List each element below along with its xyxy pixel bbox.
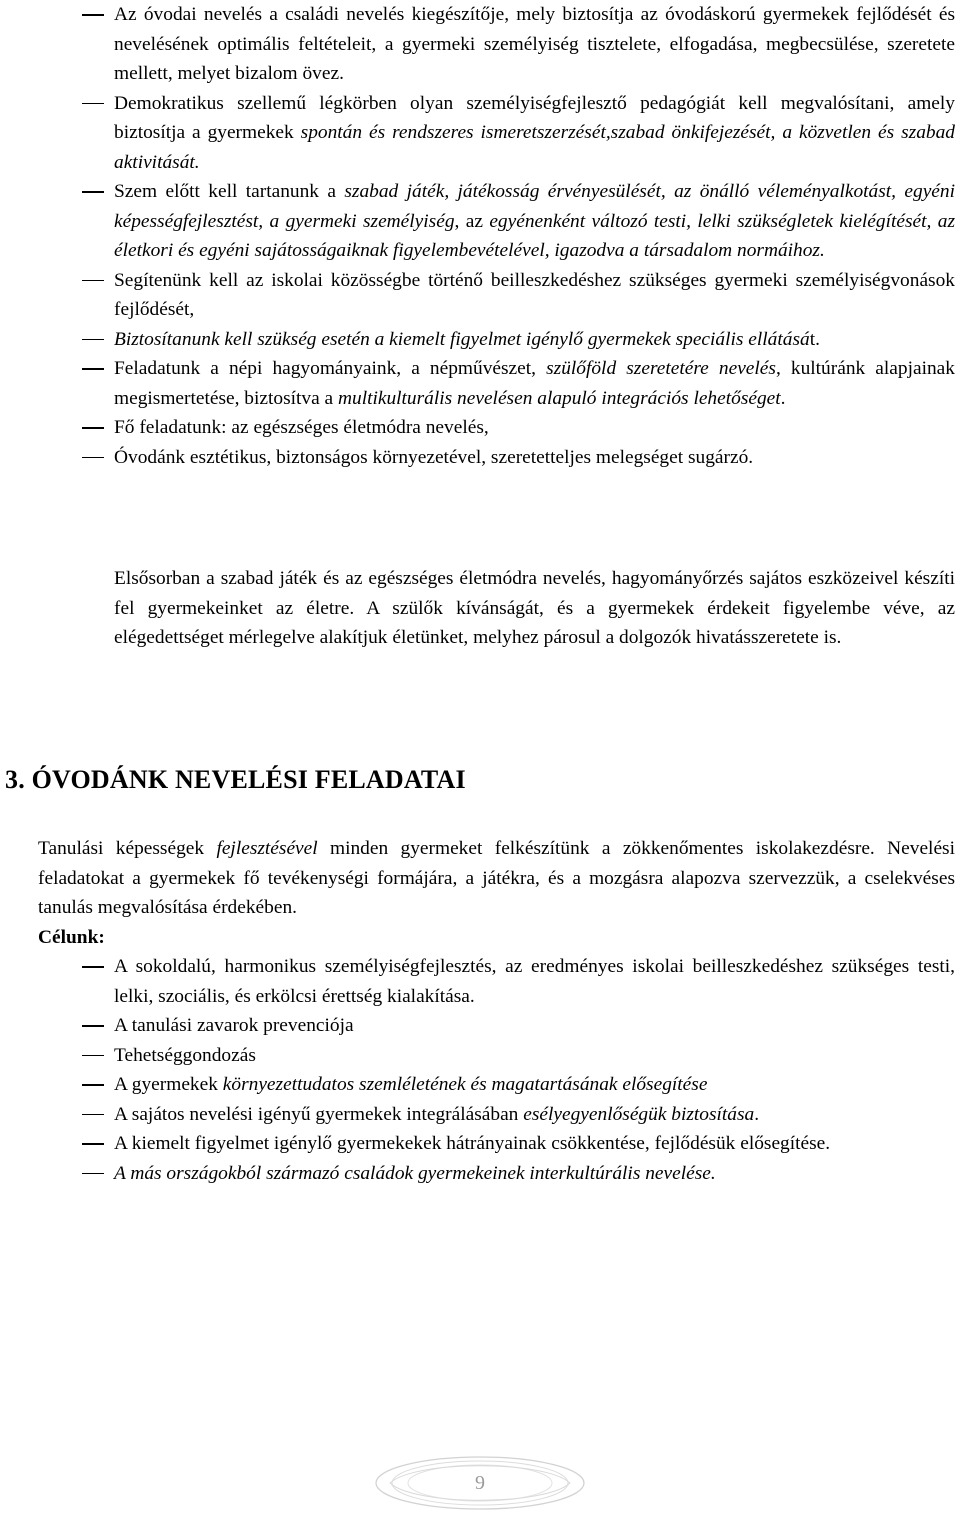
text-run: Az óvodai nevelés a családi nevelés kiegészítője, mely biztosítja az óvodáskorú gyermekek fejlődését és nevelésének optimális feltételeit, a gyermeki személyiség tisztelete, elfogadása, megbecsülése, szeretete mellett, melyet bizalom övez. [114, 4, 955, 84]
text-run: , az [454, 210, 490, 232]
list-item-text [114, 1011, 955, 1041]
text-run: Tanulási képességek [38, 838, 217, 859]
text-run: Demokratikus szellemű légkörben olyan személyiségfejlesztő pedagógiát kell megvalósítani, amely biztosítja a gyermekek [114, 92, 955, 143]
italic-text: A más országokból származó családok gyermekeinek interkultúrális nevelése. [114, 1162, 716, 1184]
list-item [0, 354, 960, 413]
text-run: . [780, 387, 786, 409]
italic-text: esélyegyenlőségük biztosítása [523, 1103, 755, 1125]
text-run: t. [809, 328, 820, 350]
italic-text: spontán és rendszeres ismeretszerzését,szabad önkifejezését, a közvetlen és szabad aktivitását. [114, 122, 955, 173]
dash-bullet-icon [82, 1055, 104, 1057]
dash-bullet-icon [82, 457, 104, 459]
text-run: Segítenünk kell az iskolai közösségbe történő beilleszkedéshez szükséges gyermeki személyiségvonások fejlődését, [114, 269, 955, 320]
text-run: minden gyermeket felkészítünk a zökkenőmentes iskolakezdésre. Nevelési feladatokat a gyermekek fő tevékenységi formájára, a játékra, és a mozgásra alapozva szervezzük, a cselekvéses tanulás megvalósítása érdekében. [38, 838, 955, 918]
list-item-text [114, 1129, 955, 1159]
dash-bullet-icon [82, 1114, 104, 1116]
list-item-text [114, 177, 955, 266]
italic-text: multikulturális nevelésen alapuló integrációs lehetőséget [338, 387, 781, 409]
list-item-text [114, 0, 955, 89]
dash-bullet-icon [82, 14, 104, 16]
dash-bullet-icon [82, 280, 104, 282]
list-item [0, 0, 960, 89]
list-item [0, 1159, 960, 1189]
italic-text: egyénenként változó testi, lelki szükségletek kielégítését, az életkori és egyéni sajátosságaiknak figyelembevételével, igazodva a társadalom normáihoz. [114, 210, 955, 261]
list-item-text [114, 1041, 955, 1071]
list-item-text [114, 89, 955, 178]
dash-bullet-icon [82, 1025, 104, 1027]
text-run: Óvodánk esztétikus, biztonságos környezetével, szeretetteljes melegséget sugárzó. [114, 446, 754, 468]
list-item [0, 89, 960, 178]
intro-paragraph [38, 834, 955, 923]
page-number-badge [370, 1452, 590, 1514]
dash-bullet-icon [82, 1084, 104, 1086]
list-item-text [114, 1100, 955, 1130]
task-list-upper [0, 0, 960, 472]
text-run: Feladatunk a népi hagyományaink, a népművészet, [114, 358, 547, 379]
text-run: Fő feladatunk: az egészséges életmódra nevelés, [114, 417, 489, 438]
list-item [0, 1129, 960, 1159]
list-item [0, 443, 960, 473]
dash-bullet-icon [82, 103, 104, 105]
italic-text: szülőföld szeretetére nevelés [546, 358, 776, 379]
dash-bullet-icon [82, 427, 104, 429]
list-item [0, 413, 960, 443]
list-item [0, 1041, 960, 1071]
list-item [0, 1070, 960, 1100]
list-item-text [114, 266, 955, 325]
list-item [0, 177, 960, 266]
list-item [0, 952, 960, 1011]
text-run: A kiemelt figyelmet igénylő gyermekekek hátrányainak csökkentése, fejlődésük elősegítése. [114, 1133, 831, 1154]
text-run: Tehetséggondozás [114, 1044, 256, 1066]
dash-bullet-icon [82, 966, 104, 968]
italic-text: szabad játék, játékosság érvényesülését, az önálló véleményalkotást, egyéni képességfejlesztést, a gyermeki személyiség [114, 181, 955, 232]
italic-text: fejlesztésével [216, 838, 318, 859]
section-heading: 3. ÓVODÁNK NEVELÉSI FELADATAI [5, 765, 466, 794]
text-run: A tanulási zavarok prevenciója [114, 1015, 354, 1036]
closing-paragraph: Elsősorban a szabad játék és az egészséges életmódra nevelés, hagyományőrzés sajátos eszközeivel készíti fel gyermekeinket az életre. A szülők kívánságát, és a gyermekek érdekeit figyelembe véve, az elégedettséget mérlegelve alakítjuk életünket, melyhez párosul a dolgozók hivatásszeretete is. [114, 568, 955, 648]
list-item [0, 1011, 960, 1041]
italic-text: környezettudatos szemléletének és magatartásának elősegítése [222, 1074, 708, 1095]
list-item-text [114, 443, 955, 473]
list-item [0, 266, 960, 325]
list-item-text [114, 413, 955, 443]
list-item-text [114, 1070, 955, 1100]
dash-bullet-icon [82, 368, 104, 370]
list-item-text [114, 952, 955, 1011]
list-item-text [114, 354, 955, 413]
list-item-text [114, 325, 955, 355]
text-run: . [754, 1103, 760, 1125]
list-item [0, 1100, 960, 1130]
text-run: Szem előtt kell tartanunk a [114, 181, 345, 202]
dash-bullet-icon [82, 1173, 104, 1175]
goals-label: Célunk: [38, 927, 105, 948]
list-item-text [114, 1159, 955, 1189]
dash-bullet-icon [82, 1143, 104, 1145]
dash-bullet-icon [82, 191, 104, 193]
text-run: , kultúránk alapjainak megismertetése, biztosítva a [114, 358, 955, 409]
dash-bullet-icon [82, 339, 104, 341]
text-run: A sokoldalú, harmonikus személyiségfejlesztés, az eredményes iskolai beilleszkedéshez szükséges testi, lelki, szociális, és erkölcsi érettség kialakítása. [114, 956, 955, 1007]
goals-list [0, 952, 960, 1188]
italic-text: Biztosítanunk kell szükség esetén a kiemelt figyelmet igénylő gyermekek speciális ellátásá [114, 328, 810, 350]
text-run: A gyermekek [114, 1074, 223, 1095]
text-run: A sajátos nevelési igényű gyermekek integrálásában [114, 1103, 524, 1125]
list-item [0, 325, 960, 355]
page-number: 9 [475, 1472, 485, 1494]
